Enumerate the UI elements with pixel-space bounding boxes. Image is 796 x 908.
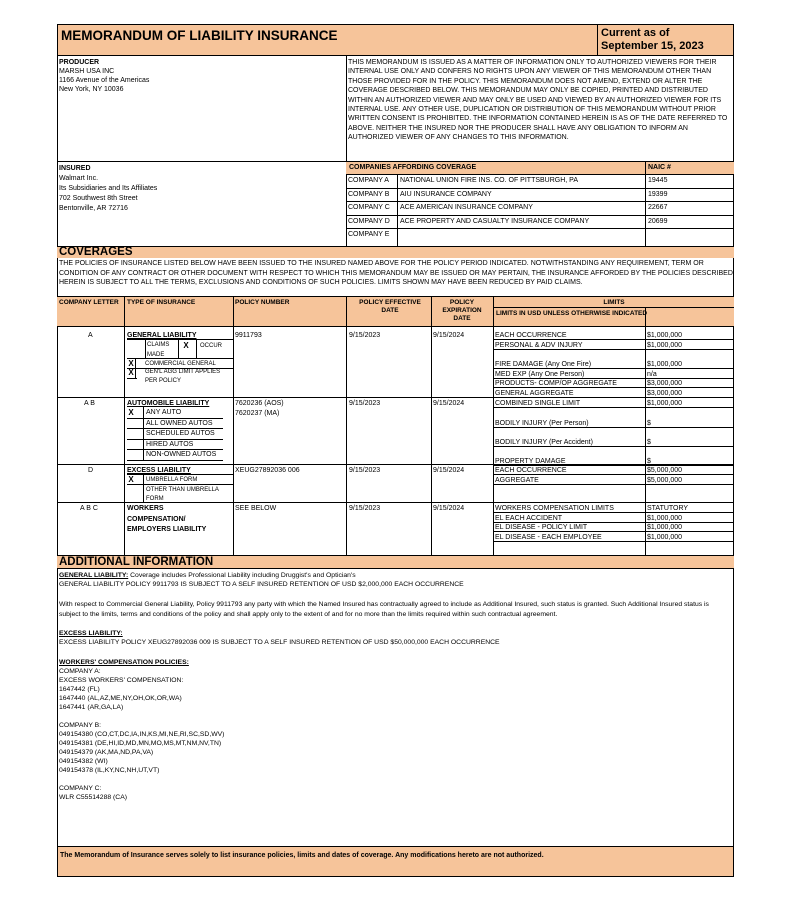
limit-value: $1,000,000 <box>647 332 683 339</box>
limit-value: $5,000,000 <box>647 477 683 484</box>
limit-value: $3,000,000 <box>647 380 683 387</box>
limit-value: STATUTORY <box>647 505 689 512</box>
limit-value: $5,000,000 <box>647 467 683 474</box>
footer-text: The Memorandum of Insurance serves solely to list insurance policies, limits and dates of coverage. Any modifications hereto are not authorized. <box>60 852 544 859</box>
auto-title: AUTOMOBILE LIABILITY <box>127 400 210 407</box>
limit-underline <box>493 512 734 513</box>
company-row-divider <box>346 228 734 229</box>
limit-label: FIRE DAMAGE (Any One Fire) <box>495 361 592 368</box>
limit-label: MED EXP (Any One Person) <box>495 371 585 378</box>
limit-value: $ <box>647 420 651 427</box>
limit-value: $ <box>647 458 651 465</box>
current-date: September 15, 2023 <box>601 40 704 52</box>
current-as-of: Current as of September 15, 2023 <box>597 24 734 56</box>
auto-option-line <box>127 460 223 461</box>
company-naic: 19399 <box>648 190 668 198</box>
coverages-text: THE POLICIES OF INSURANCE LISTED BELOW HAVE BEEN ISSUED TO THE INSURED NAMED ABOVE FOR THE POLICY PERIOD INDICATED. NOTWITHSTANDING ANY REQUIREMENT, TERM OR CONDITION OF ANY CONTRACT OR OTHER DOCUMENT WITH RESPECT TO WHICH THIS MEMORANDUM MAY BE ISSUED OR MAY PERTAIN, THE INSURANCE AFFORDED BY THE POLICIES DESCRIBED HEREIN IS SUBJECT TO ALL THE TERMS, EXCLUSIONS AND CONDITIONS OF SUCH POLICIES. LIMITS SHOWN MAY HAVE BEEN REDUCED BY PAID CLAIMS. <box>59 260 733 287</box>
limit-value: $1,000,000 <box>647 515 683 522</box>
limit-underline <box>493 407 734 408</box>
gl-agg-checkbox[interactable]: X <box>128 368 134 377</box>
company-label: COMPANY C <box>348 204 390 211</box>
wc-policy-line: COMPANY B: <box>59 722 102 729</box>
company-label: COMPANY B <box>348 190 390 198</box>
auto-option: ALL OWNED AUTOS <box>146 419 213 427</box>
limit-underline <box>493 474 734 475</box>
excess-title: EXCESS LIABILITY <box>127 467 191 474</box>
limit-underline <box>493 484 734 485</box>
company-label: COMPANY E <box>348 231 390 238</box>
limit-underline <box>493 368 734 369</box>
company-naic: 19445 <box>648 177 668 184</box>
gl-occur-checkbox[interactable]: X <box>183 341 189 350</box>
limit-underline <box>493 387 734 388</box>
company-label: COMPANY D <box>348 217 390 225</box>
limit-underline <box>493 531 734 532</box>
limit-label: PROPERTY DAMAGE <box>495 458 566 465</box>
limit-label: EACH OCCURRENCE <box>495 332 567 339</box>
company-name: ACE AMERICAN INSURANCE COMPANY <box>400 204 533 211</box>
limit-value: $1,000,000 <box>647 524 683 531</box>
limit-label: WORKERS COMPENSATION LIMITS <box>495 505 614 512</box>
company-row-divider <box>346 188 734 189</box>
company-name: NATIONAL UNION FIRE INS. CO. OF PITTSBURGH, PA <box>400 177 578 184</box>
limit-underline <box>493 349 734 350</box>
limit-value: $1,000,000 <box>647 342 683 349</box>
wc-policy-line: WLR C55514288 (CA) <box>59 794 127 801</box>
page-title: MEMORANDUM OF LIABILITY INSURANCE <box>61 28 338 43</box>
wc-policy-line: 049154382 (WI) <box>59 758 108 765</box>
limit-underline <box>493 397 734 398</box>
limit-label: EL DISEASE - POLICY LIMIT <box>495 524 588 531</box>
wc-policy-line: 1647440 (AL,AZ,ME,NY,OH,OK,OR,WA) <box>59 695 182 702</box>
limit-label: GENERAL AGGREGATE <box>495 390 574 397</box>
wc-policy-line: 049154379 (AK,MA,ND,PA,VA) <box>59 749 154 756</box>
limit-label: AGGREGATE <box>495 477 539 484</box>
title-bar <box>57 24 598 56</box>
additional-header: ADDITIONAL INFORMATION <box>57 555 734 569</box>
auto-option: ANY AUTO <box>146 409 182 416</box>
company-naic: 22667 <box>648 204 668 211</box>
limit-value: $3,000,000 <box>647 390 683 397</box>
limit-value: $1,000,000 <box>647 534 683 541</box>
limit-label: EL DISEASE - EACH EMPLOYEE <box>495 534 602 541</box>
limit-label: PERSONAL & ADV INJURY <box>495 342 583 349</box>
limit-label: BODILY INJURY (Per Person) <box>495 420 589 427</box>
limit-label: BODILY INJURY (Per Accident) <box>495 439 593 446</box>
company-name: ACE PROPERTY AND CASUALTY INSURANCE COMPANY <box>400 217 590 225</box>
limit-value: $ <box>647 439 651 446</box>
company-row-divider <box>346 201 734 202</box>
wc-policy-line: 1647442 (FL) <box>59 686 100 693</box>
producer-block: PRODUCER MARSH USA INC 1166 Avenue of the Americas New York, NY 10036 <box>59 59 150 93</box>
limit-value: n/a <box>647 371 657 378</box>
footer-bar <box>57 846 734 877</box>
limit-underline <box>493 339 734 340</box>
wc-policy-line: 1647441 (AR,GA,LA) <box>59 704 124 711</box>
auto-option: HIRED AUTOS <box>146 440 194 448</box>
wc-policy-line: 049154380 (CO,CT,DC,IA,IN,KS,MI,NE,RI,SC,SD,WV) <box>59 731 225 738</box>
company-label: COMPANY A <box>348 177 389 184</box>
wc-policy-line: 049154381 (DE,HI,ID,MD,MN,MO,MS,MT,NM,NV,TN) <box>59 740 222 747</box>
limit-label: COMBINED SINGLE LIMIT <box>495 400 581 407</box>
wc-policy-line: EXCESS WORKERS' COMPENSATION: <box>59 677 184 684</box>
disclaimer-text: THIS MEMORANDUM IS ISSUED AS A MATTER OF INFORMATION ONLY TO AUTHORIZED VIEWERS FOR THEIR INTERNAL USE ONLY AND CONFERS NO RIGHTS UPON ANY VIEWER OF THIS MEMORANDUM OTHER THAN THOSE PROVIDED FOR IN THE POLICY. THIS MEMORANDUM DOES NOT AMEND, EXTEND OR ALTER THE COVERAGE DESCRIBED BELOW. THIS MEMORANDUM MAY ONLY BE COPIED, PRINTED AND DISTRIBUTED WITHIN AN AUTHORIZED VIEWER AND MAY ONLY BE USED AND VIEWED BY AN AUTHORIZED VIEWER FOR ITS INTERNAL USE. ANY OTHER USE, DUPLICATION OR DISTRIBUTION OF THIS MEMORANDUM WITHOUT PRIOR WRITTEN CONSENT IS PROHIBITED. THE INFORMATION CONTAINED HEREIN IS AS OF THE DATE REFERRED TO ABOVE. NEITHER THE INSURED NOR THE PRODUCER SHALL HAVE ANY OBLIGATION TO INFORM AN AUTHORIZED VIEWER OF ANY CHANGES TO THIS INFORMATION. <box>348 59 728 142</box>
coverages-header: COVERAGES <box>57 246 734 258</box>
workers-title: WORKERS COMPENSATION/ EMPLOYERS LIABILITY <box>127 505 207 533</box>
limit-underline <box>493 446 734 447</box>
limit-value: $1,000,000 <box>647 400 683 407</box>
limit-label: EL EACH ACCIDENT <box>495 515 563 522</box>
auto-option: SCHEDULED AUTOS <box>146 430 215 437</box>
auto-option: NON-OWNED AUTOS <box>146 451 217 458</box>
excess-umbrella-checkbox[interactable]: X <box>128 475 134 484</box>
wc-policy-line: 049154378 (IL,KY,NC,NH,UT,VT) <box>59 767 160 774</box>
limit-label: PRODUCTS- COMP/OP AGGREGATE <box>495 380 617 387</box>
additional-body: GENERAL LIABILITY: Coverage includes Professional Liability including Druggist's and Optician's GENERAL LIABILITY POLICY 9911793 IS SUBJECT TO A SELF INSURED RETENTION OF USD $2,000,000 EACH OCCURRENCE With respect to Commercial General Liability, Policy 9911793 any party with which the Named Insured has contractually agreed to include as Additional Insured, such status is granted. Such Additional Insured status is subject to the limits, terms and conditions of the policy and shall apply only to the extent of and for no more than the limits required within such contractual agreement. EXCESS LIABILITY: EXCESS LIABILITY POLICY XEUG27892036 009 IS SUBJECT TO A SELF INSURED RETENTION OF USD $50,000,000 EACH OCCURRENCE WORKERS' COMPENSATION POLICIES: COMPANY A: EXCESS WORKERS' COMPENSATION: 1647442 (FL) 1647440 (AL,AZ,ME,NY,OH,OK,OR,WA) 1647441 (AR,GA,LA) COMPANY B: 049154380 (CO,CT,DC,IA,IN,KS,MI,NE,RI,SC,SD,WV) 049154381 (DE,HI,ID,MD,MN,MO,MS,MT,NM,NV,TN) 049154379 (AK,MA,ND,PA,VA) 049154382 (WI) 049154378 (IL,KY,NC,NH,UT,VT) COMPANY C: WLR C55514288 (CA) <box>59 571 731 802</box>
limit-underline <box>493 541 734 542</box>
company-naic: 20699 <box>648 217 668 225</box>
company-name: AIU INSURANCE COMPANY <box>400 190 492 198</box>
insured-block: INSURED Walmart Inc. Its Subsidiaries and Its Affiliates 702 Southwest 8th Street Bentonville, AR 72716 <box>59 165 158 212</box>
limit-underline <box>493 427 734 428</box>
gl-commercial-checkbox[interactable]: X <box>128 359 134 368</box>
limit-label: EACH OCCURRENCE <box>495 467 567 474</box>
limit-value: $1,000,000 <box>647 361 683 368</box>
wc-policy-line: COMPANY A: <box>59 668 101 675</box>
company-row-divider <box>346 215 734 216</box>
gl-title: GENERAL LIABILITY <box>127 332 197 339</box>
wc-policy-line: COMPANY C: <box>59 785 102 792</box>
auto-any-checkbox[interactable]: X <box>128 408 134 417</box>
